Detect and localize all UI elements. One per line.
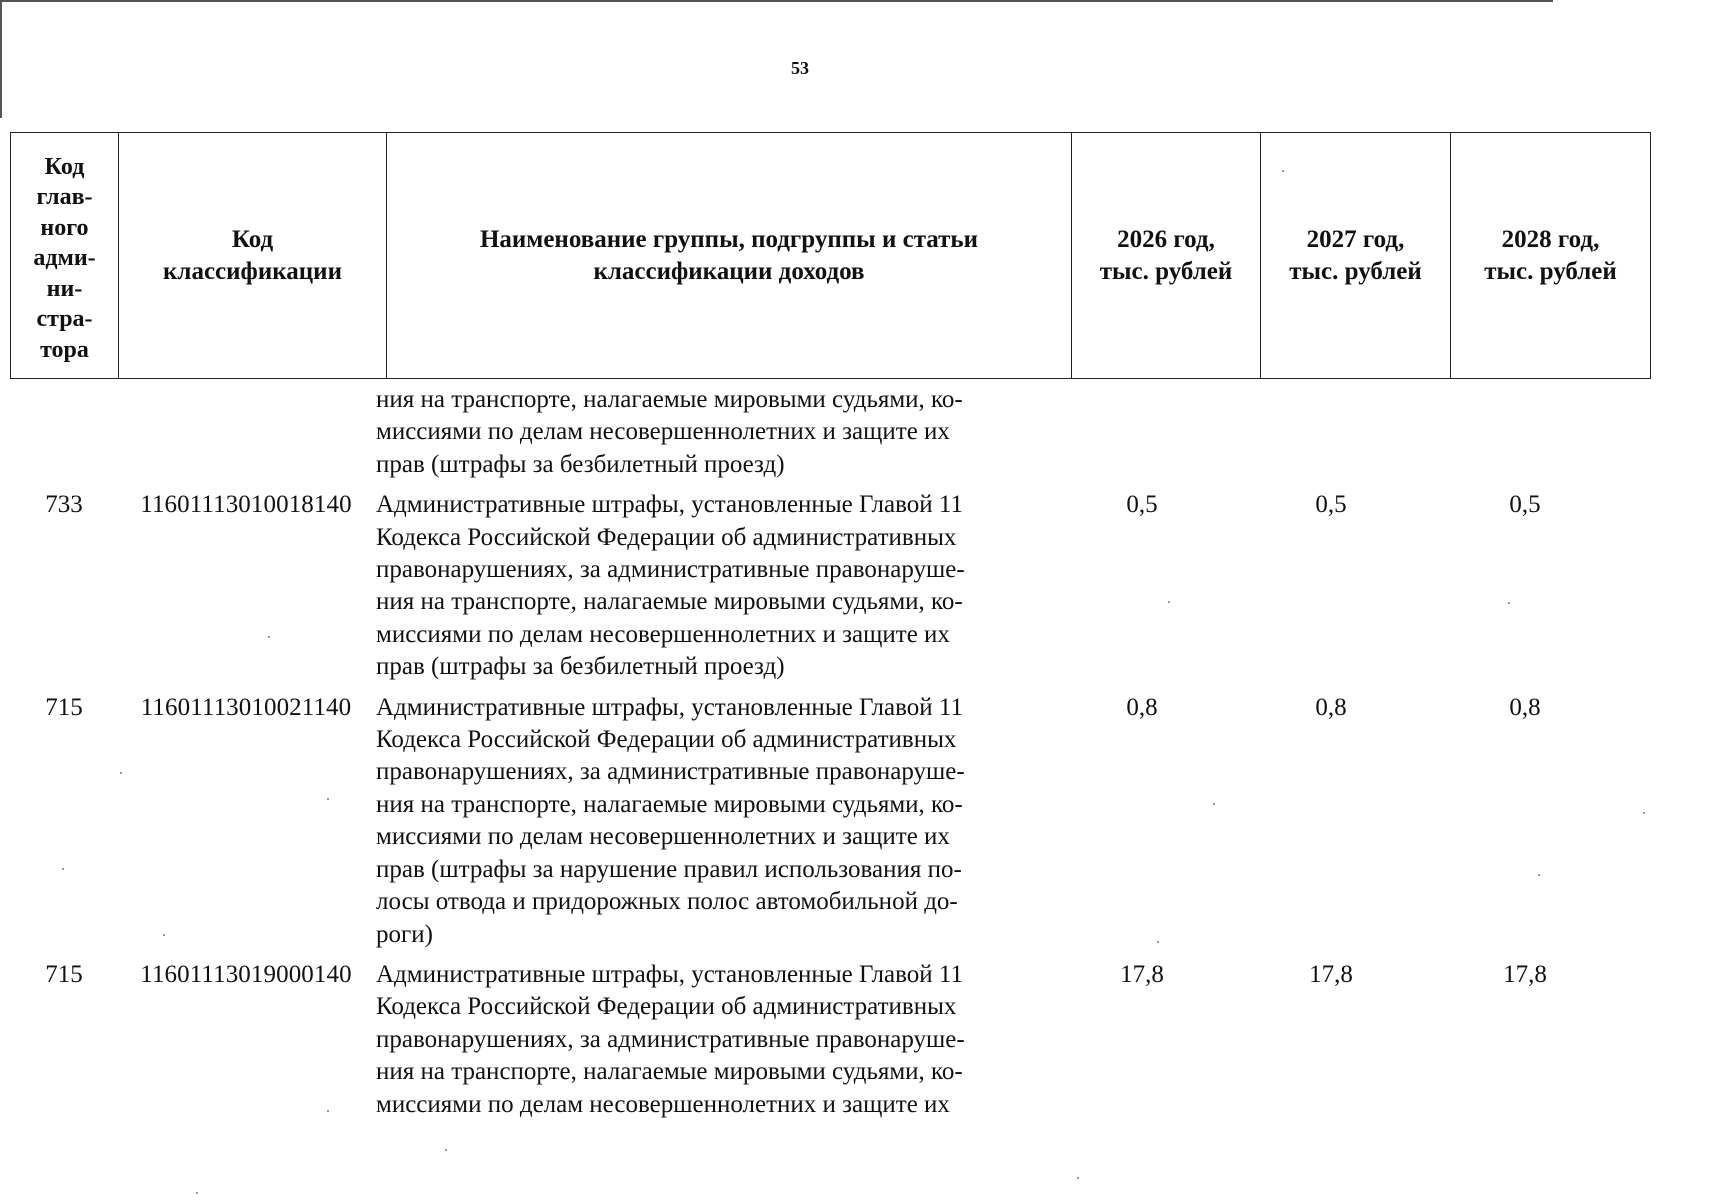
- scan-speck: [1643, 812, 1645, 814]
- header-line: классификации: [163, 257, 342, 285]
- cell-2028: 17,8: [1503, 960, 1547, 988]
- scan-speck: [1508, 602, 1510, 604]
- header-line: 2028 год,: [1501, 225, 1600, 253]
- scan-speck: [163, 934, 165, 936]
- name-line: роги): [376, 920, 433, 948]
- name-line: Кодекса Российской Федерации об административных: [376, 523, 957, 551]
- cell-name: [374, 489, 1048, 683]
- page-number: 53: [791, 58, 809, 78]
- header-line: классификации доходов: [593, 257, 865, 285]
- cell-admin-code: 715: [45, 693, 83, 721]
- table-row-continued: [10, 384, 1650, 481]
- table-row: [10, 692, 1650, 951]
- header-admin-code: [11, 133, 119, 379]
- cell-2026: 0,8: [1126, 693, 1158, 721]
- scan-border-top: [0, 0, 1553, 2]
- cell-2026: 17,8: [1120, 960, 1164, 988]
- table-row: [10, 489, 1650, 683]
- scan-speck: [1213, 803, 1215, 805]
- header-line: тыс. рублей: [1099, 257, 1233, 285]
- name-line: Административные штрафы, установленные Главой 11: [376, 491, 963, 519]
- scan-speck: [327, 1110, 329, 1112]
- table-header: [10, 132, 1651, 379]
- cell-classification-code: 11601113019000140: [140, 960, 352, 988]
- name-line: ния на транспорте, налагаемые мировыми судьями, ко-: [376, 588, 963, 616]
- scan-speck: [445, 1149, 447, 1151]
- cell-name: [374, 692, 1048, 951]
- name-line: правонарушениях, за административные правонаруше-: [376, 758, 965, 786]
- cell-admin-code: 733: [45, 491, 83, 519]
- name-line: лосы отвода и придорожных полос автомобильной до-: [376, 888, 958, 916]
- scan-speck: [1157, 941, 1159, 943]
- name-line: прав (штрафы за нарушение правил использования по-: [376, 855, 962, 883]
- cell-classification-code: 11601113010021140: [140, 693, 352, 721]
- scan-border-left: [0, 0, 2, 118]
- scan-speck: [327, 798, 329, 800]
- header-line: ного: [40, 214, 89, 241]
- cell-2026: 0,5: [1126, 491, 1158, 519]
- cell-2027: 17,8: [1309, 960, 1353, 988]
- header-line: ни-: [46, 275, 83, 302]
- header-line: тора: [40, 336, 89, 363]
- header-classification-code: [119, 133, 387, 379]
- header-line: тыс. рублей: [1484, 257, 1617, 285]
- name-line: миссиями по делам несовершеннолетних и защите их: [376, 823, 950, 851]
- name-line: ния на транспорте, налагаемые мировыми судьями, ко-: [376, 790, 963, 818]
- name-line: правонарушениях, за административные правонаруше-: [376, 1025, 965, 1053]
- name-line: Административные штрафы, установленные Главой 11: [376, 960, 963, 988]
- scan-speck: [120, 772, 122, 774]
- cell-2028: 0,5: [1509, 491, 1541, 519]
- scan-speck: [1538, 874, 1540, 876]
- header-line: Наименование группы, подгруппы и статьи: [479, 225, 979, 253]
- name-line: миссиями по делам несовершеннолетних и защите их: [376, 620, 950, 648]
- scan-speck: [62, 868, 64, 870]
- cell-admin-code: 715: [45, 960, 83, 988]
- name-line: Административные штрафы, установленные Главой 11: [376, 693, 963, 721]
- header-line: Код: [44, 153, 85, 180]
- name-line: Кодекса Российской Федерации об административных: [376, 993, 957, 1021]
- header-line: 2027 год,: [1306, 225, 1405, 253]
- name-line: миссиями по делам несовершеннолетних и защите их: [376, 1090, 950, 1118]
- table-body: [10, 384, 1650, 1121]
- header-year-2027: [1261, 133, 1451, 379]
- scan-speck: [1077, 1177, 1079, 1179]
- header-line: Код: [231, 225, 274, 253]
- name-line: Кодекса Российской Федерации об административных: [376, 726, 957, 754]
- scan-speck: [1282, 170, 1284, 172]
- scan-speck: [1168, 601, 1170, 603]
- cell-name: [374, 384, 1048, 481]
- name-line: миссиями по делам несовершеннолетних и защите их: [376, 418, 950, 446]
- name-line: прав (штрафы за безбилетный проезд): [376, 653, 785, 681]
- header-line: 2026 год,: [1117, 225, 1215, 253]
- header-name: [387, 133, 1072, 379]
- header-line: тыс. рублей: [1289, 257, 1422, 285]
- header-year-2026: [1072, 133, 1261, 379]
- name-line: правонарушениях, за административные правонаруше-: [376, 556, 965, 584]
- cell-2027: 0,5: [1315, 491, 1347, 519]
- cell-name: [374, 959, 1048, 1121]
- header-line: стра-: [36, 306, 93, 333]
- scan-speck: [196, 1192, 198, 1194]
- scan-speck: [268, 636, 270, 638]
- header-line: адми-: [33, 245, 96, 272]
- header-line: глав-: [36, 184, 93, 211]
- name-line: прав (штрафы за безбилетный проезд): [376, 450, 785, 478]
- header-year-2028: [1451, 133, 1651, 379]
- cell-classification-code: 11601113010018140: [140, 491, 352, 519]
- name-line: ния на транспорте, налагаемые мировыми судьями, ко-: [376, 386, 963, 413]
- cell-2027: 0,8: [1315, 693, 1347, 721]
- name-line: ния на транспорте, налагаемые мировыми судьями, ко-: [376, 1058, 963, 1086]
- cell-2028: 0,8: [1509, 693, 1541, 721]
- table-row: [10, 959, 1650, 1121]
